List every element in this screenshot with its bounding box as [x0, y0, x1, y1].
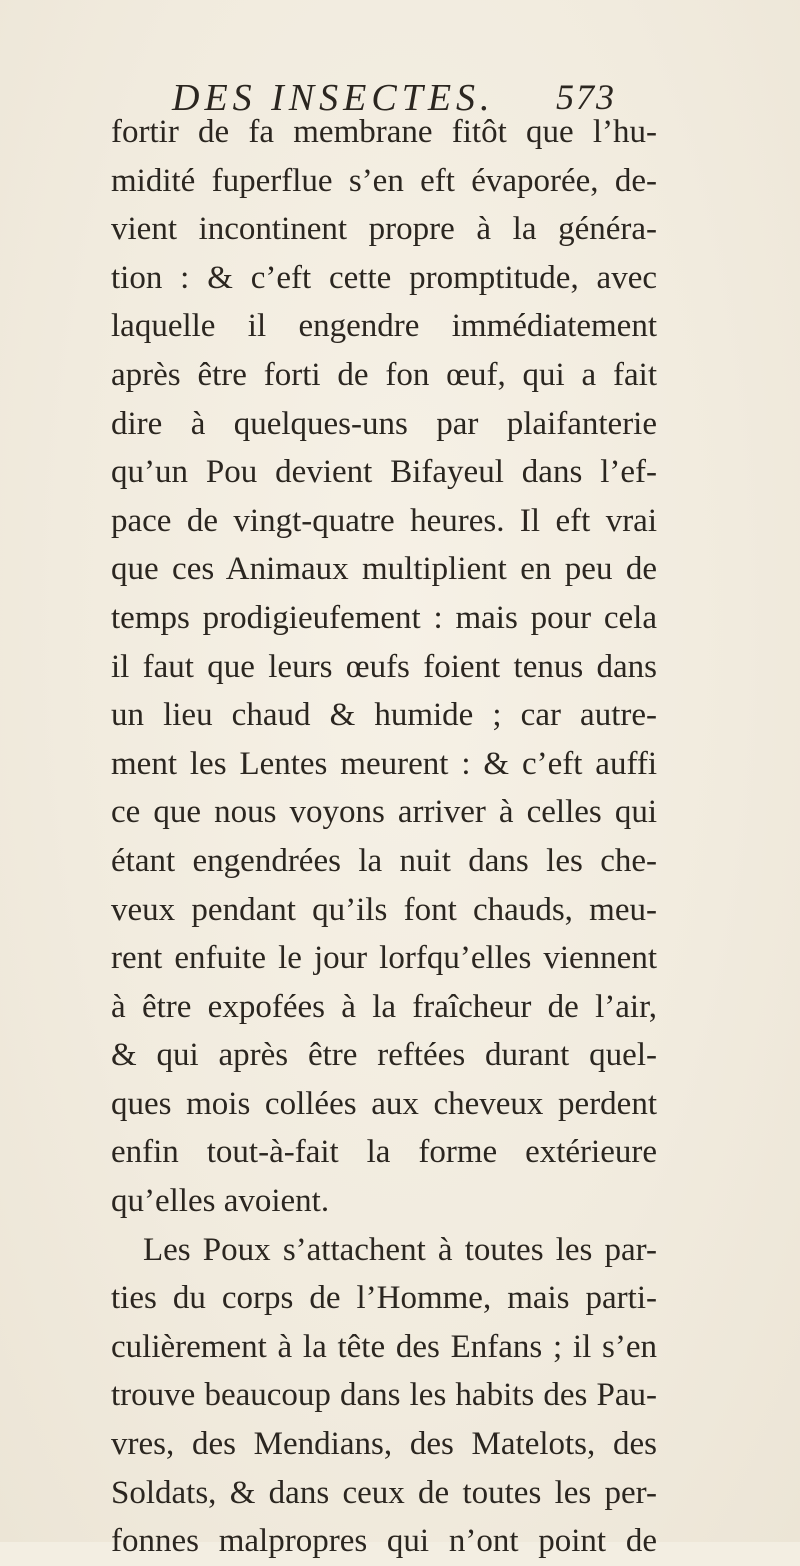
text-line: vres, des Mendians, des Matelots, des [111, 1426, 657, 1463]
text-line: étant engendrées la nuit dans les che- [111, 842, 657, 879]
text-line: veux pendant qu’ils font chauds, meu- [111, 891, 657, 928]
text-line: & qui après être reftées durant quel- [111, 1037, 657, 1074]
text-line: dire à quelques-uns par plaifanterie [111, 405, 657, 442]
text-line: vient incontinent propre à la généra- [111, 211, 657, 248]
text-line: fortir de fa membrane fitôt que l’hu- [111, 114, 657, 150]
text-line: culièrement à la tête des Enfans ; il s’en [111, 1328, 657, 1365]
page-number: 573 [556, 77, 616, 117]
text-line: un lieu chaud & humide ; car autre- [111, 697, 657, 734]
text-line: midité fuperflue s’en eft évaporée, de- [111, 162, 657, 199]
text-line: ment les Lentes meurent : & c’eft auffi [111, 745, 657, 782]
text-line: tion : & c’eft cette promptitude, avec [111, 259, 657, 296]
text-line: ce que nous voyons arriver à celles qui [111, 794, 657, 831]
text-line: trouve beaucoup dans les habits des Pau- [111, 1377, 657, 1414]
text-line: après être forti de fon œuf, qui a fait [111, 356, 657, 393]
paragraph-end-line: qu’elles avoient. [111, 1183, 330, 1220]
text-line: qu’un Pou devient Bifayeul dans l’ef- [111, 454, 657, 491]
text-line: temps prodigieufement : mais pour cela [111, 599, 657, 636]
text-line: il faut que leurs œufs foient tenus dans [111, 648, 657, 685]
text-line: laquelle il engendre immédiatement [111, 308, 657, 345]
running-title: DES INSECTES. [172, 77, 495, 119]
text-line: que ces Animaux multiplient en peu de [111, 551, 657, 588]
text-line: Soldats, & dans ceux de toutes les per- [111, 1474, 657, 1511]
text-line: pace de vingt-quatre heures. Il eft vrai [111, 502, 657, 539]
text-line: ties du corps de l’Homme, mais parti- [111, 1280, 657, 1317]
text-line: enfin tout-à-fait la forme extérieure [111, 1134, 657, 1171]
text-line: rent enfuite le jour lorfqu’elles viennent [111, 940, 657, 977]
text-line: à être expofées à la fraîcheur de l’air, [111, 988, 657, 1025]
body-text [111, 108, 657, 1566]
paragraph-start-line: Les Poux s’attachent à toutes les par- [143, 1231, 657, 1268]
text-line: ques mois collées aux cheveux perdent [111, 1085, 657, 1122]
text-line: fonnes malpropres qui n’ont point de [111, 1523, 657, 1560]
